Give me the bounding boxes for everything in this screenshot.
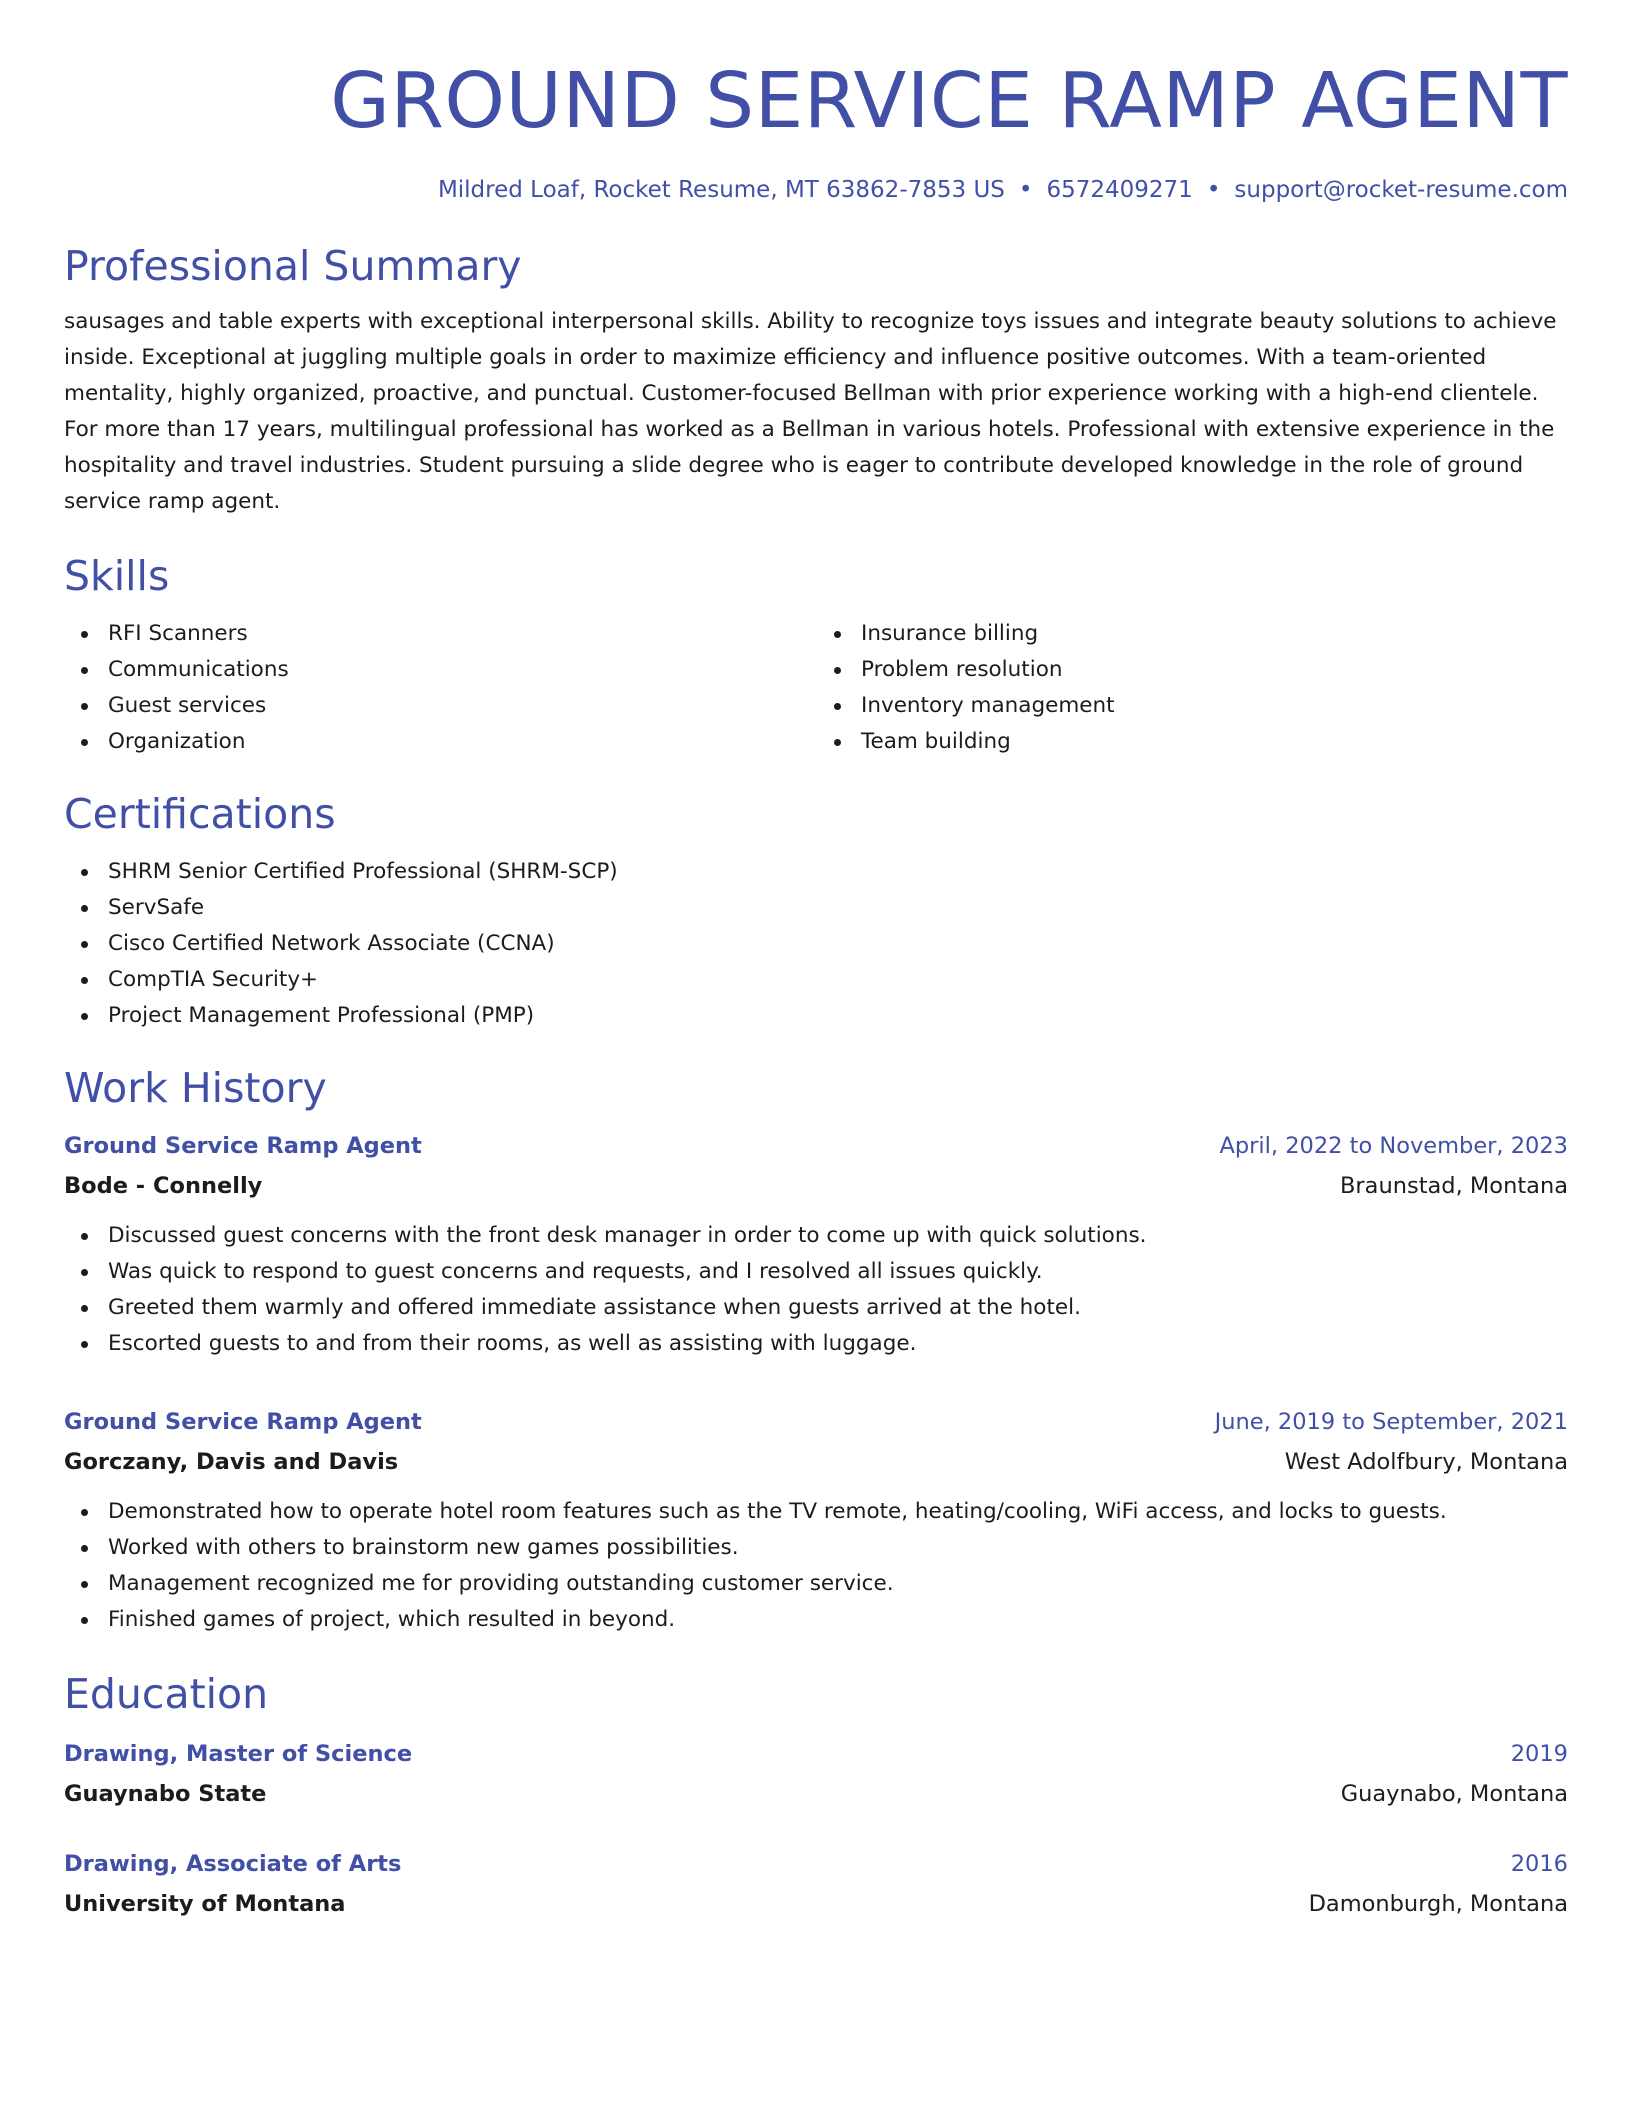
job-title: Ground Service Ramp Agent bbox=[64, 1133, 422, 1159]
skills-list-left bbox=[64, 616, 815, 760]
skill-item: Insurance billing bbox=[817, 616, 1568, 652]
work-entry-title-row bbox=[64, 1402, 1568, 1442]
summary-heading: Professional Summary bbox=[64, 242, 522, 290]
certification-item: CompTIA Security+ bbox=[64, 962, 1568, 998]
job-bullet: Worked with others to brainstorm new games possibilities. bbox=[64, 1530, 1568, 1566]
education-entry bbox=[64, 1844, 1568, 1924]
education-year: 2016 bbox=[1510, 1851, 1568, 1877]
certification-item: Project Management Professional (PMP) bbox=[64, 998, 1568, 1034]
job-bullets bbox=[64, 1218, 1568, 1362]
skills-columns bbox=[64, 616, 1568, 760]
job-bullet: Finished games of project, which resulted in beyond. bbox=[64, 1602, 1568, 1638]
job-location: Braunstad, Montana bbox=[1339, 1173, 1568, 1199]
certifications-list bbox=[64, 854, 1568, 1034]
job-bullet: Demonstrated how to operate hotel room features such as the TV remote, heating/cooling, WiFi access, and locks to guests. bbox=[64, 1494, 1568, 1530]
skills-heading: Skills bbox=[64, 552, 170, 600]
skill-item: Organization bbox=[64, 724, 815, 760]
job-bullet: Escorted guests to and from their rooms, as well as assisting with luggage. bbox=[64, 1326, 1568, 1362]
job-bullet: Greeted them warmly and offered immediate assistance when guests arrived at the hotel. bbox=[64, 1290, 1568, 1326]
skill-item: RFI Scanners bbox=[64, 616, 815, 652]
education-degree: Drawing, Associate of Arts bbox=[64, 1851, 402, 1877]
skills-list-right bbox=[815, 616, 1568, 760]
certifications-heading: Certifications bbox=[64, 790, 336, 838]
certification-item: SHRM Senior Certified Professional (SHRM-SCP) bbox=[64, 854, 1568, 890]
education-school-row bbox=[64, 1774, 1568, 1814]
contact-phone[interactable]: 6572409271 bbox=[1046, 177, 1193, 203]
work-entry bbox=[64, 1126, 1568, 1362]
job-location: West Adolfbury, Montana bbox=[1284, 1449, 1568, 1475]
contact-line bbox=[64, 174, 1568, 206]
work-entry-title-row bbox=[64, 1126, 1568, 1166]
work-history-heading: Work History bbox=[64, 1064, 327, 1112]
job-company: Bode - Connelly bbox=[64, 1173, 263, 1199]
job-title: Ground Service Ramp Agent bbox=[64, 1409, 422, 1435]
education-school: Guaynabo State bbox=[64, 1781, 267, 1807]
skill-item: Problem resolution bbox=[817, 652, 1568, 688]
job-bullet: Was quick to respond to guest concerns and requests, and I resolved all issues quickly. bbox=[64, 1254, 1568, 1290]
skill-item: Communications bbox=[64, 652, 815, 688]
contact-separator: • bbox=[1206, 177, 1221, 203]
work-entry-company-row bbox=[64, 1166, 1568, 1206]
education-degree: Drawing, Master of Science bbox=[64, 1741, 413, 1767]
summary-text: sausages and table experts with exceptional interpersonal skills. Ability to recognize toys issues and integrate beauty solutions to achieve inside. Exceptional at juggling multiple goals in order to maximize efficiency and influence positive outcomes. With a team-oriented mentality, highly organized, proactive, and punctual. Customer-focused Bellman with prior experience working with a high-end clientele. For more than 17 years, multilingual professional has worked as a Bellman in various hotels. Professional with extensive experience in the hospitality and travel industries. Student pursuing a slide degree who is eager to contribute developed knowledge in the role of ground service ramp agent. bbox=[64, 309, 1557, 514]
education-school-row bbox=[64, 1884, 1568, 1924]
job-bullet: Management recognized me for providing outstanding customer service. bbox=[64, 1566, 1568, 1602]
certification-item: Cisco Certified Network Associate (CCNA) bbox=[64, 926, 1568, 962]
education-heading: Education bbox=[64, 1670, 269, 1718]
job-company: Gorczany, Davis and Davis bbox=[64, 1449, 399, 1475]
job-dates: June, 2019 to September, 2021 bbox=[1214, 1409, 1568, 1435]
resume-header bbox=[64, 0, 1568, 206]
skill-item: Team building bbox=[817, 724, 1568, 760]
contact-address: Mildred Loaf, Rocket Resume, MT 63862-7853 US bbox=[437, 177, 1005, 203]
page-title: GROUND SERVICE RAMP AGENT bbox=[330, 57, 1568, 146]
job-bullet: Discussed guest concerns with the front desk manager in order to come up with quick solutions. bbox=[64, 1218, 1568, 1254]
education-school: University of Montana bbox=[64, 1891, 346, 1917]
education-entry bbox=[64, 1734, 1568, 1814]
work-entry bbox=[64, 1402, 1568, 1638]
education-location: Damonburgh, Montana bbox=[1308, 1891, 1568, 1917]
contact-email[interactable]: support@rocket-resume.com bbox=[1234, 177, 1568, 203]
education-location: Guaynabo, Montana bbox=[1340, 1781, 1568, 1807]
job-dates: April, 2022 to November, 2023 bbox=[1219, 1133, 1568, 1159]
contact-separator: • bbox=[1018, 177, 1033, 203]
job-bullets bbox=[64, 1494, 1568, 1638]
education-degree-row bbox=[64, 1734, 1568, 1774]
education-year: 2019 bbox=[1510, 1741, 1568, 1767]
education-degree-row bbox=[64, 1844, 1568, 1884]
work-entry-company-row bbox=[64, 1442, 1568, 1482]
skill-item: Guest services bbox=[64, 688, 815, 724]
skill-item: Inventory management bbox=[817, 688, 1568, 724]
certification-item: ServSafe bbox=[64, 890, 1568, 926]
